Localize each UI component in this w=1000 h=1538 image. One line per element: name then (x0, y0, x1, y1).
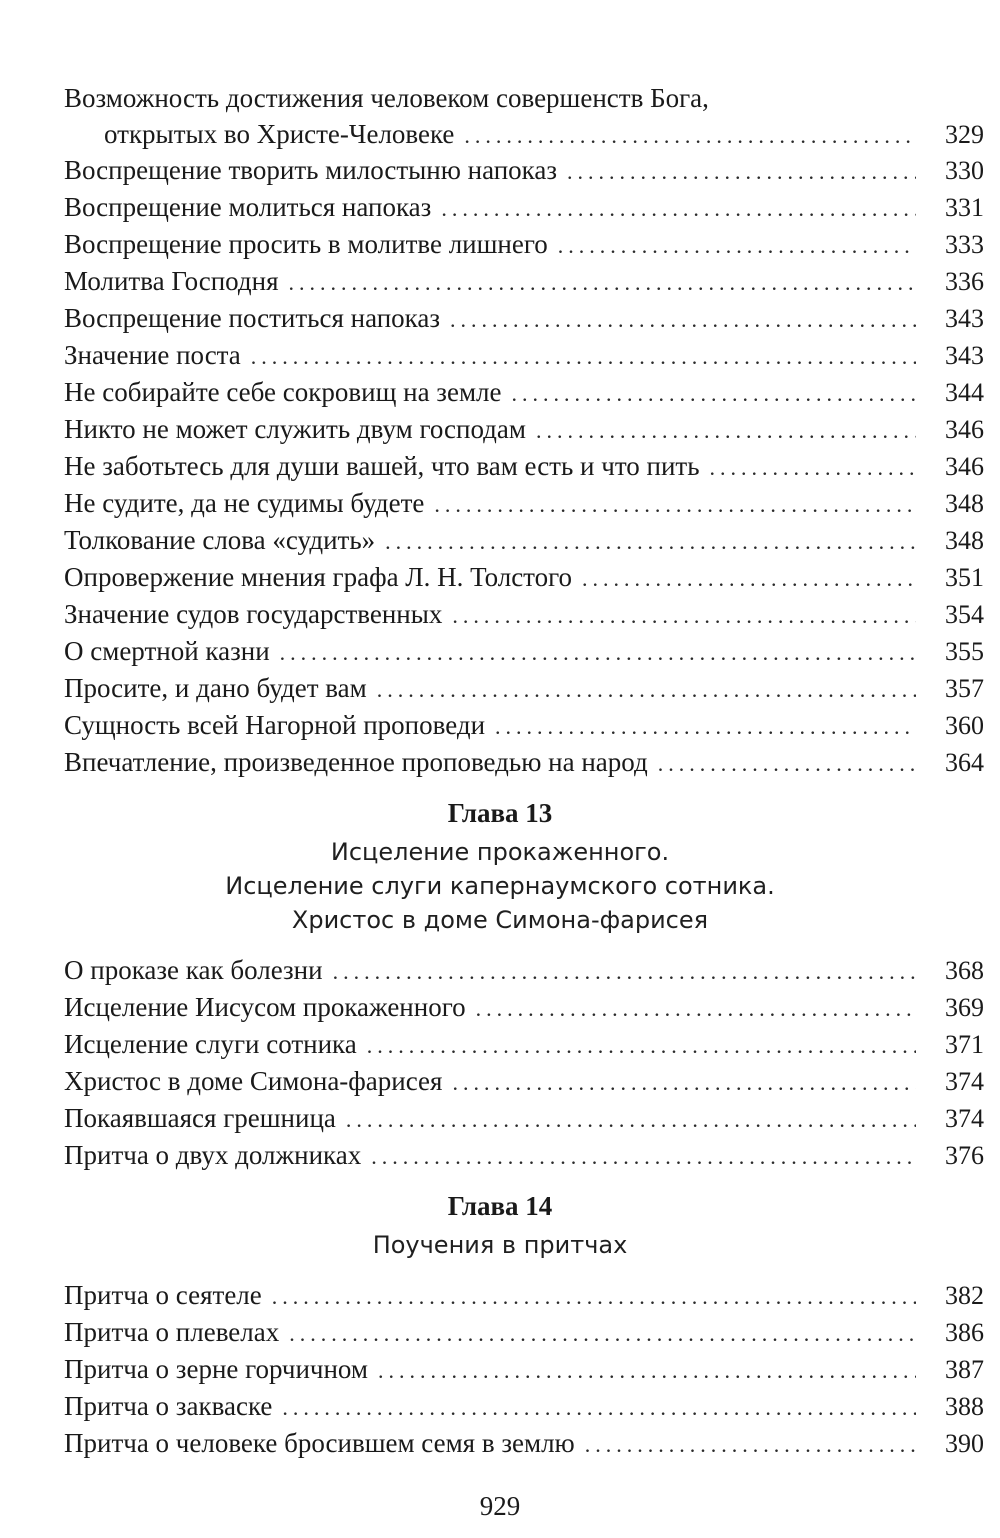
toc-entry-page: 330 (945, 156, 984, 185)
toc-entry (64, 374, 984, 410)
dot-leader (558, 228, 916, 264)
toc-entry (64, 596, 984, 632)
toc-entry-page: 390 (945, 1429, 984, 1458)
toc-entry-page: 357 (945, 674, 984, 703)
dot-leader (378, 1353, 916, 1389)
toc-entry-page: 346 (945, 452, 984, 481)
toc-entry (64, 559, 984, 595)
dot-leader (512, 376, 917, 412)
toc-entry-title: Просите, и дано будет вам (64, 673, 367, 703)
toc-entry (64, 670, 984, 706)
toc-entry-title: Исцеление слуги сотника (64, 1029, 357, 1059)
dot-leader (346, 1102, 916, 1138)
toc-entry (64, 1388, 984, 1424)
dot-leader (367, 1028, 916, 1064)
chapter-subtitle-line: Поучения в притчах (372, 1231, 628, 1259)
toc-entry (64, 1314, 984, 1350)
dot-leader (567, 154, 916, 190)
toc-entry-page: 374 (945, 1104, 984, 1133)
toc-entry (64, 707, 984, 743)
toc-entry-title: Притча о закваске (64, 1391, 273, 1421)
toc-entry-page: 343 (945, 341, 984, 370)
dot-leader (452, 598, 916, 634)
toc-entry-page: 329 (945, 120, 984, 149)
toc-entry-page: 348 (945, 526, 984, 555)
toc-entry (64, 1100, 984, 1136)
toc-entry (64, 1351, 984, 1387)
dot-leader (452, 1065, 916, 1101)
toc-entry (64, 226, 984, 262)
toc-entry-page: 343 (945, 304, 984, 333)
toc-entry (64, 485, 984, 521)
dot-leader (272, 1279, 916, 1315)
toc-entry-page: 354 (945, 600, 984, 629)
toc-entry (64, 189, 984, 225)
toc-entry (64, 152, 984, 188)
toc-entry (64, 1277, 984, 1313)
chapter-heading: Глава 13 (447, 798, 553, 828)
toc-entry-title: Воспрещение поститься напоказ (64, 303, 441, 333)
dot-leader (464, 118, 916, 154)
toc-entry (64, 522, 984, 558)
toc-entry-page: 331 (945, 193, 984, 222)
toc-entry-title: Воспрещение просить в молитве лишнего (64, 229, 548, 259)
toc-entry-page: 388 (945, 1392, 984, 1421)
toc-entry-page: 333 (945, 230, 984, 259)
dot-leader (289, 265, 917, 301)
toc-entry-title: Притча о человеке бросившем семя в землю (64, 1428, 575, 1458)
toc-entry-title: Не судите, да не судимы будете (64, 488, 425, 518)
toc-entry (64, 300, 984, 336)
toc-entry (64, 1425, 984, 1461)
toc-entry-page: 348 (945, 489, 984, 518)
toc-entry-title: Сущность всей Нагорной проповеди (64, 710, 486, 740)
dot-leader (441, 191, 916, 227)
toc-entry-page: 376 (945, 1141, 984, 1170)
toc-entry-page: 386 (945, 1318, 984, 1347)
toc-entry (64, 1063, 984, 1099)
toc-entry (64, 1026, 984, 1062)
toc-entry-page: 382 (945, 1281, 984, 1310)
toc-entry (104, 116, 984, 152)
toc-entry (64, 952, 984, 988)
dot-leader (710, 450, 916, 486)
toc-entry-page: 364 (945, 748, 984, 777)
toc-entry-title: Молитва Господня (64, 266, 279, 296)
toc-entry-title: Христос в доме Симона-фарисея (64, 1066, 443, 1096)
toc-entry-page: 387 (945, 1355, 984, 1384)
chapter-subtitle-line: Христос в доме Симона-фарисея (291, 906, 709, 934)
dot-leader (476, 991, 916, 1027)
toc-entry-page: 355 (945, 637, 984, 666)
toc-entry-title: Воспрещение творить милостыню напоказ (64, 155, 558, 185)
toc-entry-page: 369 (945, 993, 984, 1022)
dot-leader (371, 1139, 916, 1175)
dot-leader (251, 339, 916, 375)
dot-leader (582, 561, 916, 597)
dot-leader (280, 635, 916, 671)
toc-entry (64, 633, 984, 669)
dot-leader (495, 709, 916, 745)
toc-entry-page: 371 (945, 1030, 984, 1059)
toc-entry-title: Притча о зерне горчичном (64, 1354, 369, 1384)
toc-entry-title: Значение судов государственных (64, 599, 443, 629)
dot-leader (585, 1427, 916, 1463)
toc-entry-page: 344 (945, 378, 984, 407)
toc-entry (64, 989, 984, 1025)
toc-entry-page: 346 (945, 415, 984, 444)
toc-entry-title-line1: Возможность достижения человеком совершенств Бога, (64, 83, 709, 113)
toc-entry-title: О смертной казни (64, 636, 270, 666)
toc-entry-title: Притча о плевелах (64, 1317, 280, 1347)
dot-leader (536, 413, 916, 449)
toc-entry-title: Никто не может служить двум господам (64, 414, 526, 444)
toc-entry-title: Исцеление Иисусом прокаженного (64, 992, 466, 1022)
toc-entry (64, 337, 984, 373)
dot-leader (434, 487, 916, 523)
toc-entry-title: Покаявшаяся грешница (64, 1103, 336, 1133)
toc-entry (64, 411, 984, 447)
toc-entry-page: 360 (945, 711, 984, 740)
toc-entry-page: 351 (945, 563, 984, 592)
dot-leader (658, 746, 916, 782)
toc-entry (64, 744, 984, 780)
toc-entry-page: 336 (945, 267, 984, 296)
toc-entry-title: Значение поста (64, 340, 241, 370)
toc-entry-title: открытых во Христе-Человеке (104, 119, 455, 149)
dot-leader (385, 524, 916, 560)
toc-entry-page: 368 (945, 956, 984, 985)
dot-leader (333, 954, 916, 990)
toc-entry (64, 448, 984, 484)
toc-entry (64, 1137, 984, 1173)
toc-entry-title: Притча о сеятеле (64, 1280, 262, 1310)
dot-leader (289, 1316, 916, 1352)
toc-entry-page: 374 (945, 1067, 984, 1096)
toc-entry-title: Толкование слова «судить» (64, 525, 376, 555)
toc-entry-title: Опровержение мнения графа Л. Н. Толстого (64, 562, 573, 592)
dot-leader (282, 1390, 916, 1426)
chapter-subtitle-line: Исцеление слуги капернаумского сотника. (225, 872, 775, 900)
toc-entry-title: Впечатление, произведенное проповедью на народ (64, 747, 648, 777)
dot-leader (377, 672, 916, 708)
toc-entry (64, 263, 984, 299)
toc-entry-title: Не заботьтесь для души вашей, что вам есть и что пить (64, 451, 700, 481)
dot-leader (450, 302, 916, 338)
toc-entry-title: О проказе как болезни (64, 955, 323, 985)
toc-entry-title: Не собирайте себе сокровищ на земле (64, 377, 502, 407)
page-number: 929 (479, 1491, 521, 1521)
toc-entry-title: Воспрещение молиться напоказ (64, 192, 432, 222)
chapter-heading: Глава 14 (447, 1191, 553, 1221)
chapter-subtitle-line: Исцеление прокаженного. (330, 838, 670, 866)
toc-entry-title: Притча о двух должниках (64, 1140, 362, 1170)
